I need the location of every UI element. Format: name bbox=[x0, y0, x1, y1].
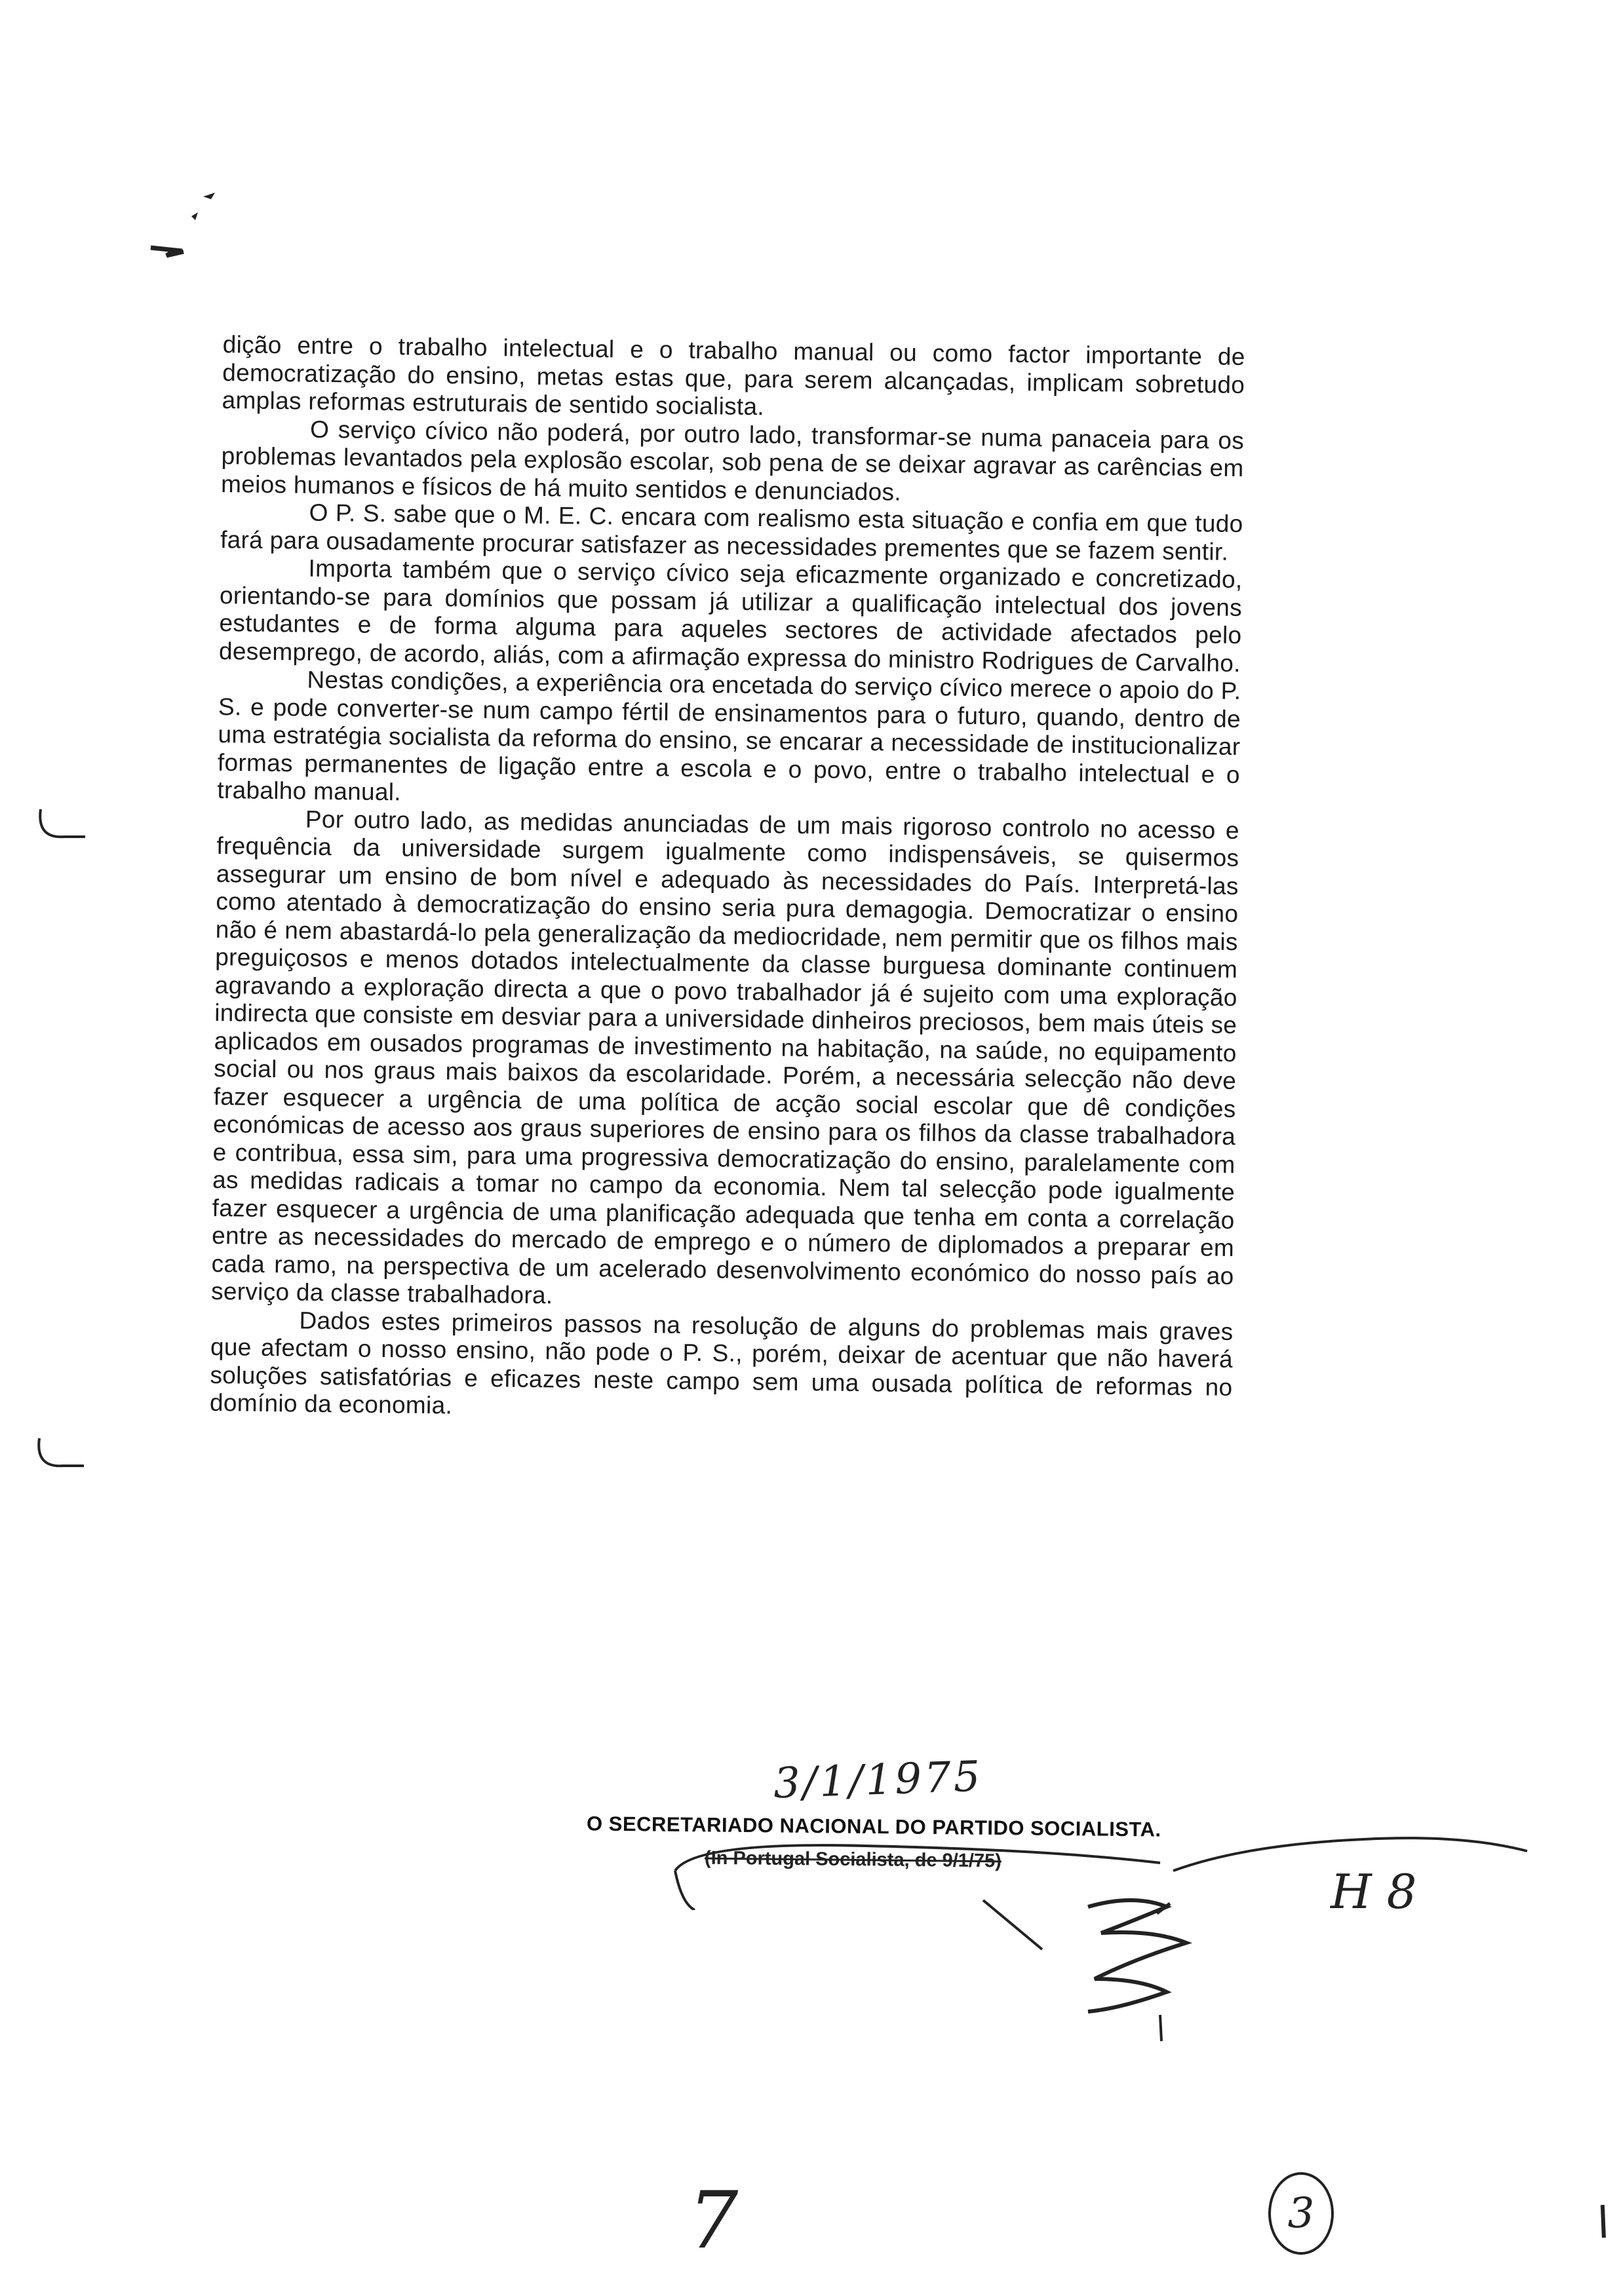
scan-speck-mark bbox=[138, 183, 229, 275]
page-number-circled: 3 bbox=[1268, 2172, 1334, 2255]
signature-block: O SECRETARIADO NACIONAL DO PARTIDO SOCIALISTA. bbox=[586, 1812, 1161, 1841]
page-number-handwritten: 7 bbox=[688, 2175, 739, 2267]
paragraph-3: O P. S. sabe que o M. E. C. encara com realismo esta situação e confia em que tudo fará para ousadamente procurar satisfazer as necessidades prementes que se fazem sentir. bbox=[220, 499, 1243, 565]
edge-speck-mark bbox=[1596, 2202, 1609, 2241]
paragraph-5: Nestas condições, a experiência ora encetada do serviço cívico merece o apoio do P. S. e pode converter-se num campo fértil de ensinamentos para o futuro, quando, dentro de uma estratégia socialista da reforma do ensino, se encarar a necessidade de institucionalizar formas permanentes de ligação entre a escola e o povo, entre o trabalho intelectual e o trabalho manual. bbox=[217, 666, 1241, 806]
paragraph-1: dição entre o trabalho intelectual e o trabalho manual ou como factor importante de democratização do ensino, metas estas que, para serem alcançadas, implicam sobretudo amplas reformas estruturais de sentido socialista. bbox=[222, 331, 1245, 421]
punch-hole-mark-upper bbox=[33, 803, 92, 862]
punch-hole-mark-lower bbox=[31, 1432, 90, 1491]
paragraph-7: Dados estes primeiros passos na resolução de alguns do problemas mais graves que afectam o nosso ensino, não pode o P. S., porém, deixar de acentuar que não haverá soluções satisfatórias e eficazes neste campo sem uma ousada política de reformas no domínio da economia. bbox=[209, 1307, 1234, 1419]
paragraph-6: Por outro lado, as medidas anunciadas de um mais rigoroso controlo no acesso e frequência da universidade surgem igualmente como indispensáveis, se quisermos assegurar um ensino de bom nível e adequado às necessidades do País. Interpretá-las como atentado à democratização do ensino seria pura demagogia. Democratizar o ensino não é nem abastardá-lo pela generalização da mediocridade, nem permitir que os filhos mais preguiçosos e menos dotados intelectualmente da classe burguesa dominante continuem agravando a exploração directa a que o povo trabalhador já é sujeito com uma exploração indirecta que consiste em desviar para a universidade dinheiros preciosos, bem mais úteis se aplicados em ousados programas de investimento na habitação, na saúde, no equipamento social ou nos graus mais baixos da escolaridade. Porém, a necessária selecção não deve fazer esquecer a urgência de uma política de acção social escolar que dê condições económicas de acesso aos graus superiores de ensino para os filhos da classe trabalhadora e contribua, essa sim, para uma progressiva democratização do ensino, paralelamente com as medidas radicais a tomar no campo da economia. Nem tal selecção pode igualmente fazer esquecer a urgência de uma planificação adequada que tenha em conta a correlação entre as necessidades do mercado de emprego e o número de diplomados a preparar em cada ramo, na perspectiva de um acelerado desenvolvimento económico do nosso país ao serviço da classe trabalhadora. bbox=[210, 805, 1240, 1309]
paragraph-4: Importa também que o serviço cívico seja eficazmente organizado e concretizado, orientando-se para domínios que possam já utilizar a qualificação intelectual dos jovens estudantes e de forma alguma para aqueles sectores de actividade afectados pelo desemprego, de acordo, aliás, com a afirmação expressa do ministro Rodrigues de Carvalho. bbox=[218, 554, 1243, 677]
document-body bbox=[210, 331, 1245, 1429]
handwritten-signature bbox=[970, 1887, 1245, 2057]
paragraph-2: O serviço cívico não poderá, por outro lado, transformar-se numa panaceia para os problemas levantados pela explosão escolar, sob pena de se deixar agravar as carências em meios humanos e físicos de há muito sentidos e denunciados. bbox=[220, 415, 1245, 506]
struck-source-citation: (In Portugal Socialista, de 9/1/75) bbox=[704, 1847, 1002, 1872]
handwritten-date: 3/1/1975 bbox=[772, 1752, 984, 1808]
margin-note: H 8 bbox=[1331, 1864, 1417, 1919]
